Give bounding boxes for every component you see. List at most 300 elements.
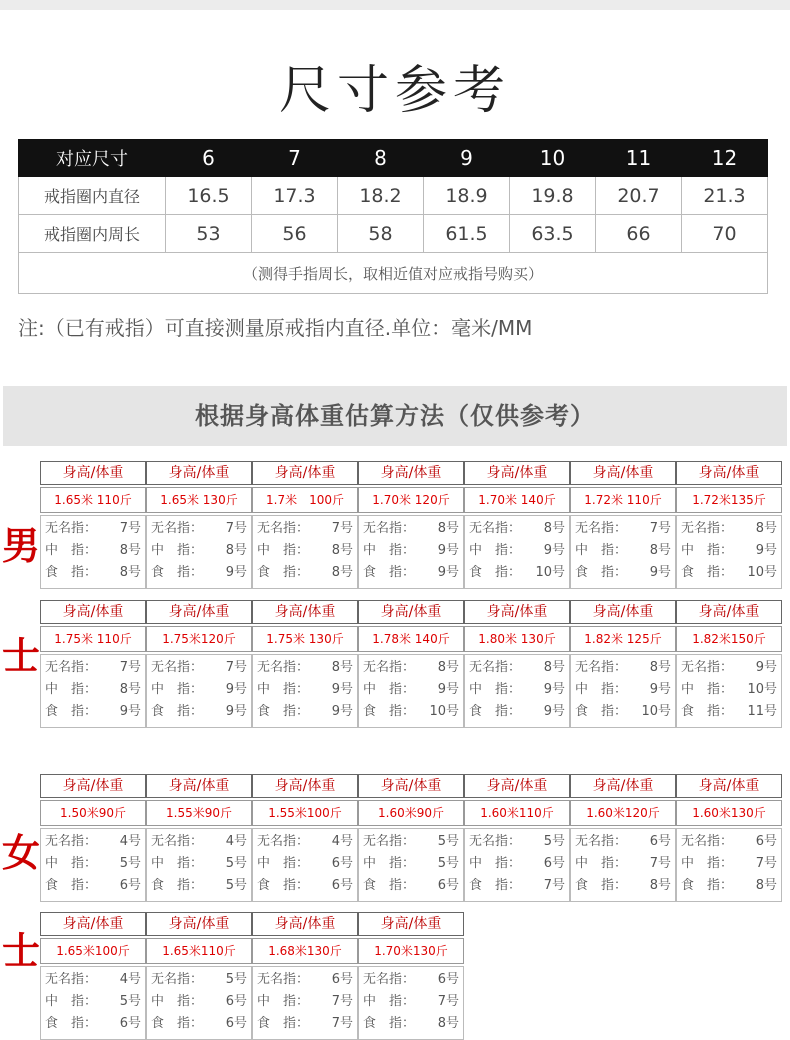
ring-finger-label: 无名指： [257,660,310,675]
circumference-cell: 61.5 [424,215,510,253]
ring-finger-label: 无名指： [151,521,204,536]
estimate-card [40,600,146,728]
ring-finger-label: 无名指： [363,972,416,987]
size-cell: 11 [596,140,682,177]
estimate-card [146,912,252,1040]
diameter-row [19,177,768,215]
diameter-cell: 17.3 [252,177,338,215]
height-weight: 1.65米100斤 [40,938,146,964]
index-finger-size: 8号 [755,878,777,893]
estimate-card [464,774,570,902]
middle-finger-label: 中 指： [257,856,310,871]
estimate-card [252,461,358,589]
men-row-2 [40,600,776,728]
card-header: 身高/体重 [40,912,146,936]
ring-finger-row [151,657,247,679]
index-finger-row [363,701,459,723]
middle-finger-row [469,853,565,875]
ring-finger-label: 无名指： [257,521,310,536]
size-cell: 10 [510,140,596,177]
ring-finger-size: 8号 [755,521,777,536]
ring-finger-size: 8号 [543,521,565,536]
size-header-label: 对应尺寸 [19,140,166,177]
height-weight: 1.82米 125斤 [570,626,676,652]
index-finger-size: 8号 [649,878,671,893]
measure-note: 注:（已有戒指）可直接测量原戒指内直径.单位：毫米/MM [18,316,533,340]
ring-finger-size: 4号 [225,834,247,849]
middle-finger-row [575,679,671,701]
middle-finger-row [257,991,353,1013]
finger-sizes [676,654,782,728]
ring-finger-label: 无名指： [469,660,522,675]
height-weight: 1.70米 140斤 [464,487,570,513]
height-weight: 1.70米 120斤 [358,487,464,513]
middle-finger-row [363,679,459,701]
ring-finger-size: 7号 [225,521,247,536]
ring-finger-label: 无名指： [575,660,628,675]
middle-finger-label: 中 指： [45,543,98,558]
middle-finger-label: 中 指： [151,682,204,697]
index-finger-row [151,562,247,584]
card-header: 身高/体重 [252,600,358,624]
middle-finger-size: 6号 [543,856,565,871]
estimate-card [570,774,676,902]
ring-finger-size: 7号 [119,521,141,536]
index-finger-row [363,562,459,584]
middle-finger-row [257,679,353,701]
section-banner: 根据身高体重估算方法（仅供参考） [3,386,787,446]
ring-finger-row [681,518,777,540]
index-finger-label: 食 指： [257,878,310,893]
index-finger-label: 食 指： [363,1016,416,1031]
middle-finger-row [575,853,671,875]
middle-finger-size: 8号 [649,543,671,558]
diameter-cell: 18.2 [338,177,424,215]
card-header: 身高/体重 [570,461,676,485]
circumference-row [19,215,768,253]
women-row-2 [40,912,468,1040]
finger-sizes [40,515,146,589]
ring-finger-row [363,969,459,991]
middle-finger-label: 中 指： [257,994,310,1009]
size-cell: 8 [338,140,424,177]
middle-finger-size: 7号 [755,856,777,871]
ring-finger-row [363,518,459,540]
index-finger-label: 食 指： [363,878,416,893]
card-header: 身高/体重 [676,600,782,624]
middle-finger-row [681,853,777,875]
finger-sizes [146,828,252,902]
height-weight: 1.55米100斤 [252,800,358,826]
height-weight: 1.72米135斤 [676,487,782,513]
middle-finger-row [575,540,671,562]
index-finger-row [257,875,353,897]
card-header: 身高/体重 [146,461,252,485]
index-finger-size: 9号 [225,565,247,580]
ring-finger-row [151,969,247,991]
middle-finger-row [45,540,141,562]
finger-sizes [570,828,676,902]
estimate-card [146,774,252,902]
ring-finger-label: 无名指： [257,834,310,849]
middle-finger-label: 中 指： [257,543,310,558]
finger-sizes [40,828,146,902]
middle-finger-row [257,540,353,562]
ring-finger-row [257,657,353,679]
women-row-1 [40,774,776,902]
finger-sizes [464,654,570,728]
middle-finger-size: 9号 [649,682,671,697]
ring-finger-label: 无名指： [681,660,734,675]
middle-finger-size: 5号 [437,856,459,871]
ring-finger-row [257,518,353,540]
ring-finger-row [45,831,141,853]
index-finger-label: 食 指： [681,565,734,580]
ring-finger-row [45,969,141,991]
height-weight: 1.65米110斤 [146,938,252,964]
ring-finger-size: 5号 [225,972,247,987]
middle-finger-row [45,991,141,1013]
index-finger-size: 9号 [437,565,459,580]
size-footer-row [19,253,768,294]
middle-finger-size: 6号 [331,856,353,871]
middle-finger-size: 9号 [755,543,777,558]
ring-finger-size: 7号 [331,521,353,536]
index-finger-row [151,701,247,723]
height-weight: 1.60米110斤 [464,800,570,826]
estimate-card [146,600,252,728]
ring-finger-label: 无名指： [151,834,204,849]
index-finger-size: 5号 [225,878,247,893]
middle-finger-row [681,679,777,701]
index-finger-label: 食 指： [469,704,522,719]
finger-sizes [464,515,570,589]
ring-finger-row [45,657,141,679]
index-finger-size: 6号 [437,878,459,893]
middle-finger-size: 7号 [331,994,353,1009]
height-weight: 1.55米90斤 [146,800,252,826]
finger-sizes [676,828,782,902]
height-weight: 1.60米90斤 [358,800,464,826]
index-finger-size: 9号 [649,565,671,580]
ring-finger-size: 4号 [119,972,141,987]
height-weight: 1.60米120斤 [570,800,676,826]
middle-finger-label: 中 指： [45,994,98,1009]
finger-sizes [40,966,146,1040]
middle-finger-row [151,991,247,1013]
index-finger-label: 食 指： [45,1016,98,1031]
middle-finger-label: 中 指： [363,994,416,1009]
finger-sizes [358,966,464,1040]
middle-finger-row [257,853,353,875]
index-finger-size: 7号 [331,1016,353,1031]
index-finger-label: 食 指： [363,565,416,580]
ring-finger-size: 6号 [649,834,671,849]
index-finger-size: 11号 [747,704,777,719]
ring-finger-size: 4号 [119,834,141,849]
circumference-cell: 53 [166,215,252,253]
middle-finger-size: 9号 [543,543,565,558]
diameter-cell: 20.7 [596,177,682,215]
ring-finger-row [151,831,247,853]
index-finger-row [257,562,353,584]
diameter-cell: 21.3 [682,177,768,215]
height-weight: 1.65米 130斤 [146,487,252,513]
circumference-cell: 58 [338,215,424,253]
middle-finger-label: 中 指： [363,682,416,697]
ring-finger-size: 6号 [437,972,459,987]
size-cell: 12 [682,140,768,177]
middle-finger-row [363,991,459,1013]
index-finger-label: 食 指： [45,878,98,893]
ring-finger-size: 8号 [649,660,671,675]
height-weight: 1.65米 110斤 [40,487,146,513]
index-finger-label: 食 指： [681,878,734,893]
finger-sizes [146,515,252,589]
card-header: 身高/体重 [252,912,358,936]
ring-finger-label: 无名指： [469,834,522,849]
men-row-1 [40,461,776,589]
middle-finger-size: 6号 [225,994,247,1009]
card-header: 身高/体重 [570,774,676,798]
middle-finger-label: 中 指： [469,856,522,871]
ring-finger-row [45,518,141,540]
middle-finger-size: 7号 [649,856,671,871]
circumference-cell: 70 [682,215,768,253]
size-cell: 9 [424,140,510,177]
ring-finger-row [151,518,247,540]
height-weight: 1.82米150斤 [676,626,782,652]
ring-finger-size: 7号 [225,660,247,675]
middle-finger-size: 9号 [437,682,459,697]
card-header: 身高/体重 [358,461,464,485]
index-finger-label: 食 指： [681,704,734,719]
middle-finger-label: 中 指： [363,856,416,871]
middle-finger-size: 8号 [225,543,247,558]
ring-finger-label: 无名指： [681,521,734,536]
middle-finger-label: 中 指： [257,682,310,697]
height-weight: 1.75米120斤 [146,626,252,652]
ring-finger-label: 无名指： [575,521,628,536]
ring-finger-row [469,657,565,679]
estimate-card [252,600,358,728]
index-finger-row [575,875,671,897]
middle-finger-size: 10号 [747,682,777,697]
estimate-card [40,912,146,1040]
middle-finger-label: 中 指： [151,856,204,871]
index-finger-size: 6号 [119,878,141,893]
estimate-card [464,461,570,589]
middle-finger-size: 9号 [225,682,247,697]
finger-sizes [464,828,570,902]
index-finger-size: 10号 [747,565,777,580]
finger-sizes [358,515,464,589]
estimate-card [358,774,464,902]
middle-finger-label: 中 指： [575,856,628,871]
ring-finger-size: 6号 [331,972,353,987]
index-finger-row [363,875,459,897]
index-finger-row [257,1013,353,1035]
ring-finger-label: 无名指： [45,521,98,536]
size-cell: 7 [252,140,338,177]
finger-sizes [252,966,358,1040]
index-finger-size: 8号 [331,565,353,580]
index-finger-label: 食 指： [575,704,628,719]
diameter-label: 戒指圈内直径 [19,177,166,215]
size-footer-note: （测得手指周长，取相近值对应戒指号购买） [19,253,768,294]
index-finger-row [575,701,671,723]
middle-finger-row [681,540,777,562]
finger-sizes [252,828,358,902]
ring-finger-size: 8号 [437,521,459,536]
ring-finger-size: 8号 [437,660,459,675]
estimate-card [252,774,358,902]
estimate-card [464,600,570,728]
index-finger-label: 食 指： [151,878,204,893]
middle-finger-label: 中 指： [681,682,734,697]
ring-finger-label: 无名指： [681,834,734,849]
page-title: 尺寸参考 [278,61,511,121]
index-finger-size: 9号 [119,704,141,719]
size-table [18,139,768,294]
middle-finger-label: 中 指： [575,543,628,558]
middle-finger-label: 中 指： [681,543,734,558]
index-finger-size: 10号 [641,704,671,719]
card-header: 身高/体重 [40,774,146,798]
middle-finger-size: 8号 [119,543,141,558]
ring-finger-row [363,657,459,679]
height-weight: 1.7米 100斤 [252,487,358,513]
middle-finger-size: 8号 [331,543,353,558]
middle-finger-label: 中 指： [151,994,204,1009]
circumference-label: 戒指圈内周长 [19,215,166,253]
men-label-2: 士 [2,634,41,678]
card-header: 身高/体重 [464,774,570,798]
circumference-cell: 66 [596,215,682,253]
index-finger-size: 10号 [535,565,565,580]
estimate-card [676,461,782,589]
ring-finger-size: 8号 [543,660,565,675]
height-weight: 1.68米130斤 [252,938,358,964]
ring-finger-label: 无名指： [257,972,310,987]
height-weight: 1.78米 140斤 [358,626,464,652]
middle-finger-row [363,853,459,875]
index-finger-row [151,1013,247,1035]
height-weight: 1.75米 130斤 [252,626,358,652]
middle-finger-label: 中 指： [575,682,628,697]
finger-sizes [676,515,782,589]
index-finger-row [45,562,141,584]
index-finger-row [575,562,671,584]
top-bar [0,0,790,10]
finger-sizes [358,828,464,902]
middle-finger-size: 5号 [119,856,141,871]
middle-finger-row [45,679,141,701]
finger-sizes [252,654,358,728]
diameter-cell: 19.8 [510,177,596,215]
ring-finger-label: 无名指： [363,521,416,536]
index-finger-row [257,701,353,723]
card-header: 身高/体重 [40,461,146,485]
index-finger-label: 食 指： [257,1016,310,1031]
estimate-card [252,912,358,1040]
estimate-card [358,600,464,728]
middle-finger-label: 中 指： [151,543,204,558]
card-header: 身高/体重 [146,774,252,798]
card-header: 身高/体重 [146,912,252,936]
index-finger-row [469,875,565,897]
middle-finger-row [363,540,459,562]
ring-finger-label: 无名指： [45,972,98,987]
index-finger-row [45,1013,141,1035]
ring-finger-size: 7号 [649,521,671,536]
index-finger-label: 食 指： [469,565,522,580]
ring-finger-row [257,831,353,853]
ring-finger-row [575,657,671,679]
ring-finger-label: 无名指： [45,660,98,675]
index-finger-size: 9号 [225,704,247,719]
ring-finger-label: 无名指： [45,834,98,849]
ring-finger-label: 无名指： [575,834,628,849]
ring-finger-row [257,969,353,991]
size-cell: 6 [166,140,252,177]
middle-finger-row [151,679,247,701]
finger-sizes [570,515,676,589]
card-header: 身高/体重 [146,600,252,624]
finger-sizes [146,654,252,728]
ring-finger-label: 无名指： [363,660,416,675]
ring-finger-label: 无名指： [363,834,416,849]
card-header: 身高/体重 [40,600,146,624]
middle-finger-row [469,540,565,562]
middle-finger-size: 5号 [119,994,141,1009]
index-finger-row [469,562,565,584]
index-finger-size: 10号 [429,704,459,719]
estimate-card [570,461,676,589]
height-weight: 1.70米130斤 [358,938,464,964]
ring-finger-row [681,657,777,679]
finger-sizes [570,654,676,728]
ring-finger-row [681,831,777,853]
index-finger-row [363,1013,459,1035]
card-header: 身高/体重 [676,774,782,798]
middle-finger-row [469,679,565,701]
index-finger-row [681,875,777,897]
index-finger-row [469,701,565,723]
middle-finger-row [45,853,141,875]
ring-finger-row [469,518,565,540]
index-finger-size: 8号 [119,565,141,580]
ring-finger-label: 无名指： [151,972,204,987]
finger-sizes [146,966,252,1040]
middle-finger-size: 5号 [225,856,247,871]
card-header: 身高/体重 [464,600,570,624]
ring-finger-size: 5号 [437,834,459,849]
diameter-cell: 18.9 [424,177,510,215]
card-header: 身高/体重 [464,461,570,485]
index-finger-size: 6号 [331,878,353,893]
ring-finger-label: 无名指： [469,521,522,536]
index-finger-label: 食 指： [257,565,310,580]
finger-sizes [40,654,146,728]
ring-finger-row [575,831,671,853]
card-header: 身高/体重 [358,774,464,798]
index-finger-label: 食 指： [575,878,628,893]
estimate-card [358,912,464,1040]
ring-finger-size: 5号 [543,834,565,849]
middle-finger-size: 9号 [437,543,459,558]
estimate-card [40,461,146,589]
